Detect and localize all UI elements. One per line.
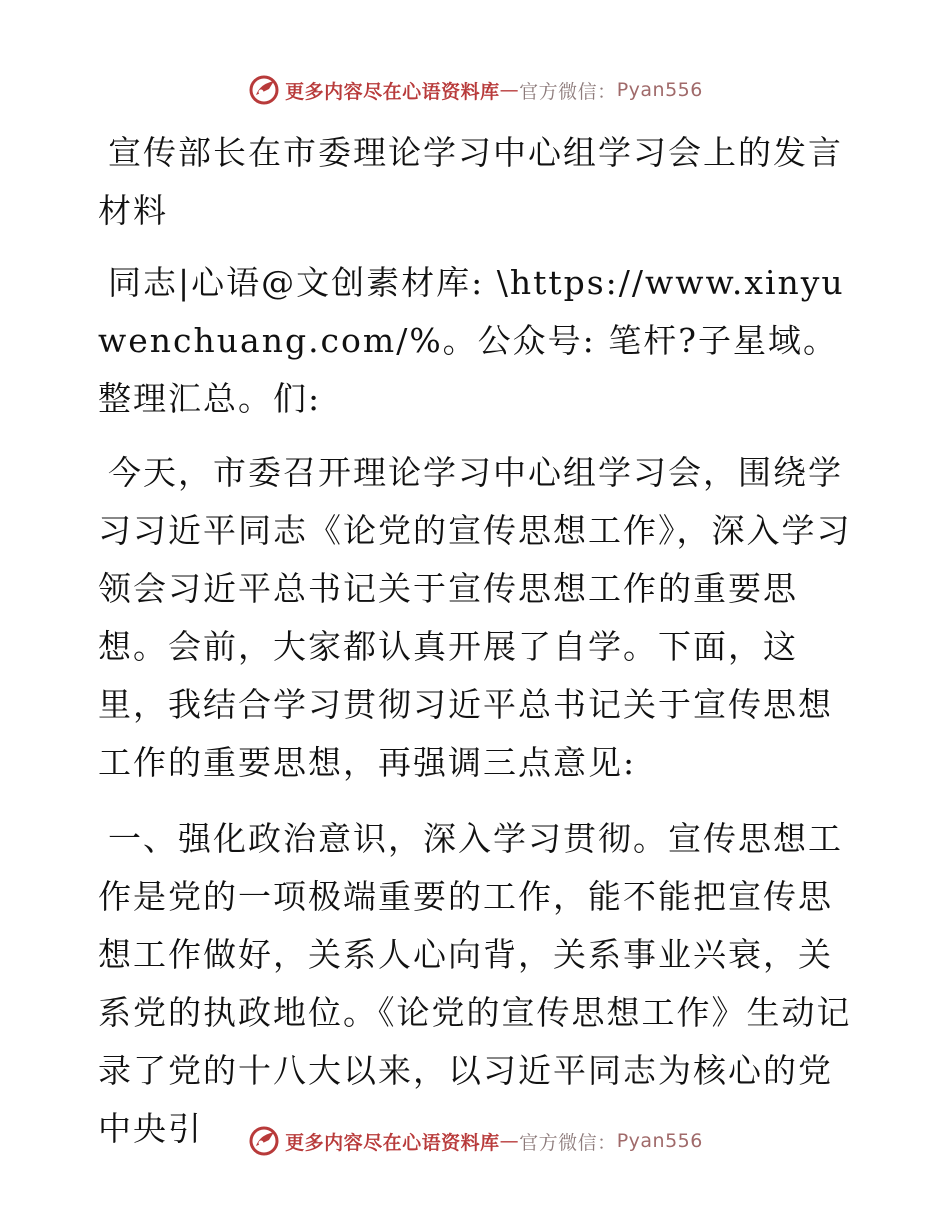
paragraph-point-one: 一、强化政治意识，深入学习贯彻。宣传思想工作是党的一项极端重要的工作，能不能把宣传思想工作做好，关系人心向背，关系事业兴衰，关系党的执政地位。《论党的宣传思想工作》生动记录了党的十八大以来，以习近平同志为核心的党中央引 bbox=[98, 819, 852, 1148]
document-title: 宣传部长在市委理论学习中心组学习会上的发言材料 bbox=[98, 133, 843, 230]
brand-logo-icon bbox=[247, 73, 281, 107]
document-greeting: 同志|心语@文创素材库: \https://www.xinyuwenchuang.com/%。公众号: 笔杆?子星域。整理汇总。们: bbox=[98, 263, 845, 418]
header-wechat-label: 官方微信： bbox=[519, 80, 617, 103]
footer-wechat-id: Pyan556 bbox=[616, 1130, 703, 1152]
footer-banner bbox=[0, 1121, 950, 1161]
footer-site-text: 更多内容尽在心语资料库 bbox=[285, 1131, 500, 1154]
header-site-text: 更多内容尽在心语资料库 bbox=[285, 80, 500, 103]
brand-logo-icon bbox=[247, 1124, 281, 1158]
footer-wechat-label: 官方微信： bbox=[519, 1131, 617, 1154]
header-dash: — bbox=[499, 79, 520, 101]
footer-dash: — bbox=[499, 1130, 520, 1152]
header-wechat-id: Pyan556 bbox=[616, 79, 703, 101]
document-body bbox=[98, 124, 858, 1176]
paragraph-intro: 今天，市委召开理论学习中心组学习会，围绕学习习近平同志《论党的宣传思想工作》，深入学习领会习近平总书记关于宣传思想工作的重要思想。会前，大家都认真开展了自学。下面，这里，我结合学习贯彻习近平总书记关于宣传思想工作的重要思想，再强调三点意见: bbox=[98, 453, 852, 782]
header-banner bbox=[0, 70, 950, 110]
